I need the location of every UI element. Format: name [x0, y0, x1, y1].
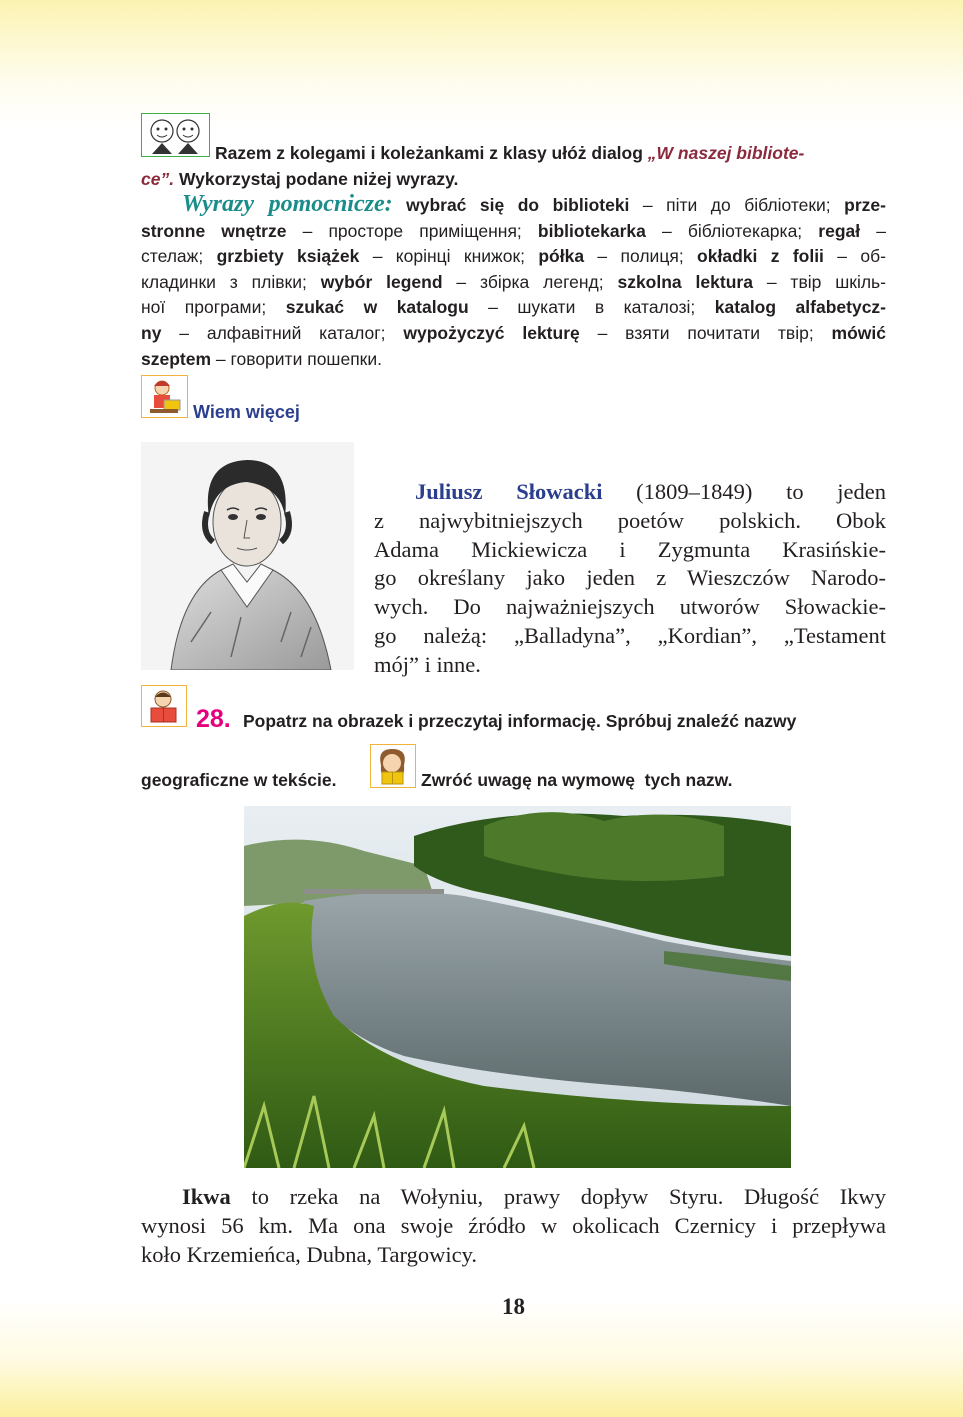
translation-text: – об- — [823, 246, 886, 267]
slowacki-line: go należą: „Balladyna”, „Kordian”, „Testament — [374, 622, 886, 648]
wiem-wiecej-heading: Wiem więcej — [193, 402, 300, 422]
slowacki-paragraph — [374, 478, 886, 680]
translation-text: – взяти почитати твір; — [579, 322, 832, 343]
helper-line — [141, 321, 886, 347]
polish-term: wybrać się do biblioteki — [406, 195, 630, 215]
helper-line — [141, 219, 886, 245]
polish-term: mówić — [831, 322, 887, 343]
helper-line — [141, 244, 886, 270]
helper-words-heading: Wyrazy pomocnicze: — [182, 191, 393, 217]
ikwa-line1 — [141, 1183, 886, 1212]
task1-line1-pre: Razem z kolegami i koleżankami z klasy ułóż dialog — [215, 143, 648, 163]
polish-term: bibliotekarka — [537, 220, 646, 241]
girl-reading-icon — [141, 375, 188, 418]
polish-term: szukać w katalogu — [285, 297, 469, 318]
translation-text: – алфавітний каталог; — [161, 322, 404, 343]
task28-line1: Popatrz na obrazek i przeczytaj informację. Spróbuj znaleźć nazwy — [243, 711, 797, 731]
slowacki-portrait — [141, 442, 354, 670]
translation-text: – шукати в каталозі; — [468, 297, 715, 318]
polish-term: stronne wnętrze — [141, 220, 287, 241]
task1-line2 — [141, 167, 886, 193]
slowacki-line: Adama Mickiewicza i Zygmunta Krasińskie- — [374, 536, 886, 562]
polish-term: wybór legend — [320, 271, 443, 292]
helper-line — [141, 347, 886, 373]
task1-title-part2: ce”. — [141, 168, 175, 189]
polish-term: prze- — [844, 195, 886, 215]
girl-speaking-icon — [370, 744, 416, 788]
slowacki-name: Juliusz Słowacki — [415, 479, 603, 504]
polish-term: regał — [818, 220, 861, 241]
polish-term: szkolna lektura — [617, 271, 753, 292]
ikwa-paragraph — [141, 1183, 886, 1269]
slowacki-line: z najwybitniejszych poetów polskich. Obok — [374, 507, 886, 533]
task28-line2-post: Zwróć uwagę na wymowę tych nazw. — [421, 770, 733, 790]
page-number: 18 — [502, 1294, 525, 1319]
slowacki-line: mój” i inne. — [374, 651, 481, 677]
task1-line2-post: Wykorzystaj podane niżej wyrazy. — [174, 168, 459, 189]
polish-term: katalog alfabetycz- — [714, 297, 887, 318]
translation-text: ної програми; — [141, 297, 286, 318]
translation-text: – говорити пошепки. — [211, 348, 382, 369]
polish-term: szeptem — [141, 348, 212, 369]
ikwa-line3: koło Krzemieńca, Dubna, Targowicy. — [141, 1241, 478, 1267]
helper-line — [141, 192, 886, 219]
polish-term: ny — [141, 322, 162, 343]
translation-text: – піти до бібліотеки; — [629, 195, 845, 215]
helper-line — [141, 270, 886, 296]
ikwa-river-photo — [244, 806, 791, 1168]
ikwa-line1-text: to rzeka na Wołyniu, prawy dopływ Styru. Długość Ikwy — [230, 1184, 886, 1209]
polish-term: grzbiety książek — [216, 246, 360, 267]
slowacki-line-text: (1809–1849) to jeden — [602, 479, 886, 504]
translation-text: – просторе приміщення; — [286, 220, 538, 241]
task28-line2-pre: geograficzne w tekście. — [141, 770, 337, 790]
polish-term: wypożyczyć lekturę — [403, 322, 580, 343]
slowacki-line: go określany jako jeden z Wieszczów Narodo- — [374, 565, 886, 591]
translation-text: – — [860, 220, 886, 241]
translation-text: стелаж; — [141, 246, 217, 267]
slowacki-line1 — [374, 478, 886, 507]
translation-text: – полиця; — [584, 246, 698, 267]
slowacki-rest-lines — [374, 507, 886, 680]
helper-words-paragraph — [141, 192, 886, 372]
helper-line — [141, 295, 886, 321]
translation-text: – корінці книжок; — [359, 246, 539, 267]
ikwa-name: Ikwa — [182, 1184, 231, 1209]
polish-term: okładki z folii — [697, 246, 824, 267]
task1-title-part1: „W naszej bibliote- — [647, 143, 805, 163]
translation-text: – бібліотекарка; — [645, 220, 819, 241]
task1-text — [141, 141, 886, 192]
helper-lines — [141, 192, 886, 372]
task1-line1 — [141, 141, 886, 167]
slowacki-line: wych. Do najważniejszych utworów Słowackie- — [374, 594, 886, 620]
ikwa-line2: wynosi 56 km. Ma ona swoje źródło w okolicach Czernicy i przepływa — [141, 1212, 886, 1238]
translation-text: – збірка легенд; — [442, 271, 618, 292]
task28-number: 28. — [196, 705, 231, 733]
translation-text: – твір шкіль- — [752, 271, 886, 292]
polish-term: półka — [538, 246, 585, 267]
boy-reading-book-icon — [141, 685, 187, 727]
translation-text: кладинки з плівки; — [141, 271, 321, 292]
